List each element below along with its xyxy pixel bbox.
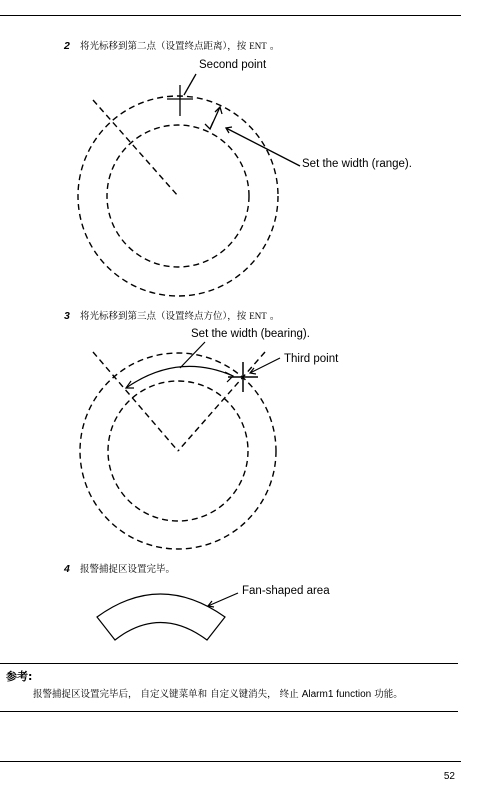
note-bottom-rule [0,711,458,712]
figure-second-point [0,50,485,305]
step-number: 3 [64,310,70,322]
leader-bearing [180,342,205,368]
note-text-1: 报警捕捉区设置完毕后， [33,689,138,700]
header-rule [0,15,461,16]
callout-fan-shaped-area: Fan-shaped area [242,585,330,597]
note-top-rule [0,663,458,664]
inner-range-circle [107,125,249,267]
step-number: 2 [64,40,70,52]
callout-set-width-range: Set the width (range). [302,158,412,170]
note-text-4: 终止 [279,689,299,700]
step-number: 4 [64,563,70,575]
note-body [33,686,403,700]
start-bearing-line [93,352,178,451]
note-custom-key-2: 自定义键 [210,689,249,700]
leader-third-point [250,358,280,373]
callout-set-width-bearing: Set the width (bearing). [191,328,310,340]
step-end: 。 [269,311,280,322]
note-text-2: 菜单和 [178,689,208,700]
step-text: 将光标移到第三点（设置终点方位），按 [80,311,247,322]
leader-second-point [184,74,196,95]
outer-range-circle [78,96,278,296]
bearing-width-arc [126,366,233,388]
key-ent: ENT [249,41,267,51]
callout-second-point: Second point [199,59,267,71]
step-end: 。 [269,41,280,52]
key-ent: ENT [249,311,267,321]
page-number: 52 [443,771,455,782]
note-function-name: Alarm1 function [301,689,372,700]
footer-rule [0,761,461,762]
note-custom-key-1: 自定义键 [140,689,179,700]
figure-fan-area [0,575,485,645]
note-text-5: 功能。 [374,689,403,700]
step-text: 将光标移到第二点（设置终点距离），按 [80,41,247,52]
figure-third-point [0,320,485,560]
start-bearing-line [93,100,178,196]
fan-shaped-area [97,594,225,640]
note-heading: 参考: [6,670,33,683]
step-4 [64,561,175,575]
callout-third-point: Third point [284,353,339,365]
leader-range [226,128,300,166]
leader-fan-area [208,593,238,606]
note-text-3: 消失， [248,689,277,700]
step-text: 报警捕捉区设置完毕。 [80,564,176,575]
